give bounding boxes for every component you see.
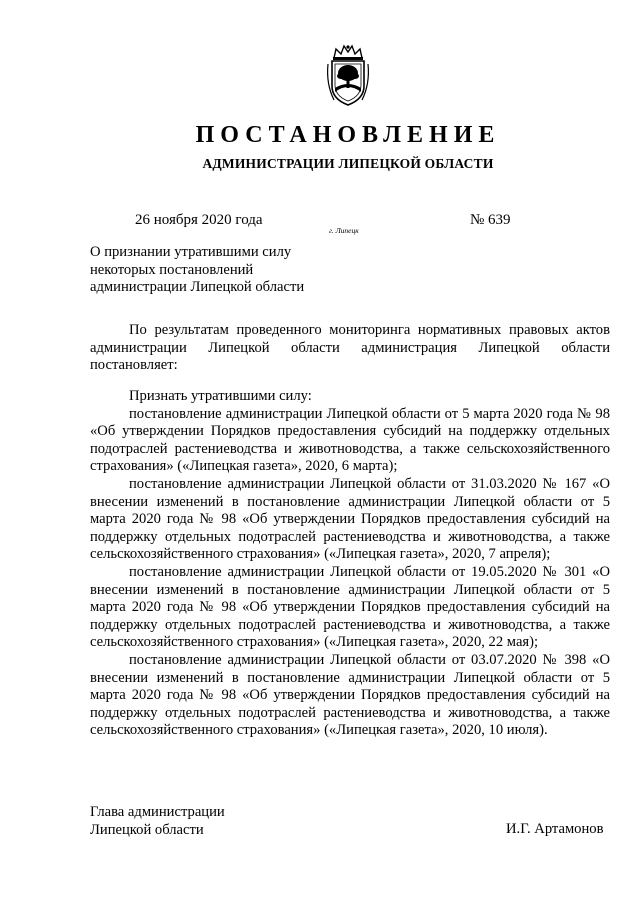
- subject-line: администрации Липецкой области: [90, 279, 305, 296]
- document-city: г. Липецк: [329, 226, 359, 235]
- repealed-act-item: постановление администрации Липецкой области от 5 марта 2020 года № 98 «Об утверждении Порядков предоставления субсидий на поддержку отдельных подотраслей растениеводства и животноводства, а также сельскохозяйственного страхования» («Липецкая газета», 2020, 6 марта);: [90, 405, 610, 475]
- signatory-position: [90, 804, 225, 839]
- signatory-position-line: Глава администрации: [90, 804, 225, 820]
- document-date: 26 ноября 2020 года: [135, 212, 263, 228]
- document-title: ПОСТАНОВЛЕНИЕ: [195, 122, 501, 148]
- operative-part: [90, 388, 610, 740]
- repealed-act-item: постановление администрации Липецкой области от 19.05.2020 № 301 «О внесении изменений в постановление администрации Липецкой области от 5 марта 2020 года № 98 «Об утверждении Порядков предоставления субсидий на поддержку отдельных подотраслей растениеводства и животноводства, а также сельскохозяйственного страхования» («Липецкая газета», 2020, 22 мая);: [90, 563, 610, 651]
- operative-lead: Признать утратившими силу:: [129, 388, 312, 404]
- coat-of-arms-icon: [322, 44, 374, 108]
- repealed-act-item: постановление администрации Липецкой области от 03.07.2020 № 398 «О внесении изменений в постановление администрации Липецкой области от 5 марта 2020 года № 98 «Об утверждении Порядков предоставления субсидий на поддержку отдельных подотраслей растениеводства и животноводства, а также сельскохозяйственного страхования» («Липецкая газета», 2020, 10 июля).: [90, 651, 610, 739]
- signatory-position-line: Липецкой области: [90, 821, 204, 838]
- document-subject: [90, 244, 390, 297]
- subject-line: О признании утратившими силу: [90, 244, 292, 260]
- issuing-authority: АДМИНИСТРАЦИИ ЛИПЕЦКОЙ ОБЛАСТИ: [202, 156, 494, 171]
- signatory-name: И.Г. Артамонов: [506, 821, 604, 837]
- preamble: [90, 322, 610, 375]
- document-number: № 639: [470, 212, 511, 228]
- subject-line: некоторых постановлений: [90, 261, 254, 278]
- repealed-act-item: постановление администрации Липецкой области от 31.03.2020 № 167 «О внесении изменений в постановление администрации Липецкой области от 5 марта 2020 года № 98 «Об утверждении Порядков предоставления субсидий на поддержку отдельных подотраслей растениеводства и животноводства, а также сельскохозяйственного страхования» («Липецкая газета», 2020, 7 апреля);: [90, 475, 610, 563]
- preamble-text: По результатам проведенного мониторинга нормативных правовых актов администрации Липецкой области администрация Липецкой области постановляет:: [90, 322, 610, 374]
